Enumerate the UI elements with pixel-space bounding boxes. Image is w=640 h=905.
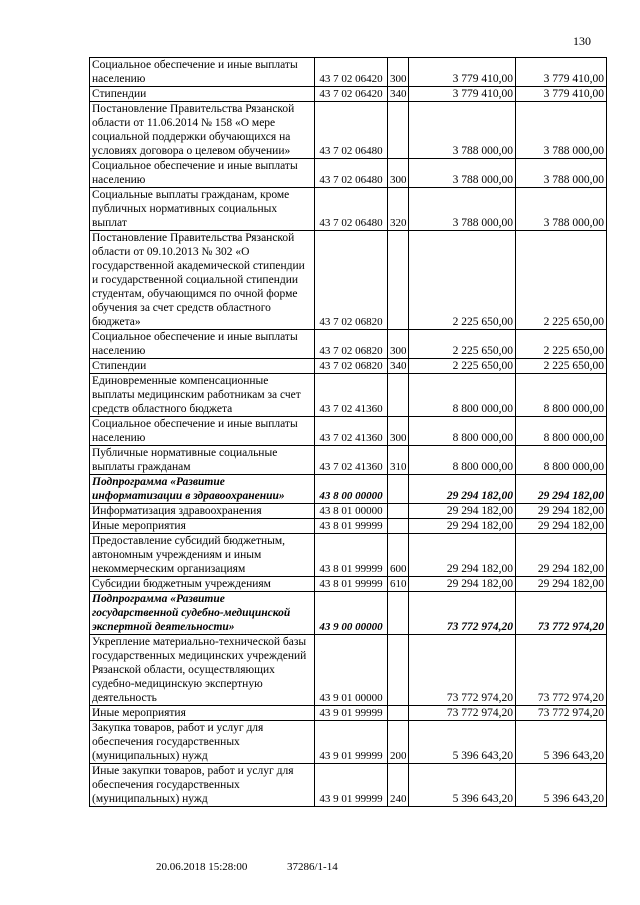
- table-row: [90, 706, 607, 721]
- row-amount-1: 29 294 182,00: [409, 504, 516, 519]
- row-expense-type: 300: [388, 58, 409, 87]
- row-amount-2: 29 294 182,00: [516, 534, 607, 577]
- row-amount-1: 3 788 000,00: [409, 102, 516, 159]
- row-amount-2: 3 788 000,00: [516, 102, 607, 159]
- row-code: 43 9 01 99999: [315, 764, 388, 807]
- row-code: 43 8 01 99999: [315, 534, 388, 577]
- subprogram-row: [90, 592, 607, 635]
- row-amount-1: 73 772 974,20: [409, 592, 516, 635]
- row-code: 43 7 02 41360: [315, 374, 388, 417]
- row-name: Информатизация здравоохранения: [90, 504, 315, 519]
- row-name: Публичные нормативные социальные выплаты гражданам: [90, 446, 315, 475]
- row-code: 43 7 02 06480: [315, 188, 388, 231]
- row-amount-2: 3 788 000,00: [516, 159, 607, 188]
- row-amount-2: 2 225 650,00: [516, 359, 607, 374]
- row-name: Укрепление материально-технической базы государственных медицинских учреждений Рязанской области, осуществляющих судебно-медицинскую экспертную деятельность: [90, 635, 315, 706]
- table-row: [90, 764, 607, 807]
- row-expense-type: 340: [388, 87, 409, 102]
- subprogram-row: [90, 475, 607, 504]
- row-expense-type: 600: [388, 534, 409, 577]
- row-amount-2: 5 396 643,20: [516, 721, 607, 764]
- table-row: [90, 87, 607, 102]
- row-amount-2: 8 800 000,00: [516, 417, 607, 446]
- row-expense-type: [388, 231, 409, 330]
- row-name: Социальные выплаты гражданам, кроме публичных нормативных социальных выплат: [90, 188, 315, 231]
- table-row: [90, 231, 607, 330]
- row-amount-1: 29 294 182,00: [409, 577, 516, 592]
- row-expense-type: 240: [388, 764, 409, 807]
- row-code: 43 8 01 00000: [315, 504, 388, 519]
- row-code: 43 8 00 00000: [315, 475, 388, 504]
- row-expense-type: [388, 504, 409, 519]
- row-amount-2: 73 772 974,20: [516, 592, 607, 635]
- row-name: Подпрограмма «Развитие информатизации в здравоохранении»: [90, 475, 315, 504]
- row-expense-type: [388, 102, 409, 159]
- row-expense-type: [388, 635, 409, 706]
- row-amount-2: 2 225 650,00: [516, 231, 607, 330]
- row-amount-1: 5 396 643,20: [409, 721, 516, 764]
- row-amount-2: 73 772 974,20: [516, 635, 607, 706]
- row-expense-type: [388, 374, 409, 417]
- row-name: Социальное обеспечение и иные выплаты населению: [90, 159, 315, 188]
- row-code: 43 7 02 06820: [315, 330, 388, 359]
- row-name: Закупка товаров, работ и услуг для обеспечения государственных (муниципальных) нужд: [90, 721, 315, 764]
- row-amount-2: 3 779 410,00: [516, 87, 607, 102]
- footer-doc-number: 37286/1-14: [287, 861, 338, 873]
- table-row: [90, 58, 607, 87]
- row-amount-1: 29 294 182,00: [409, 519, 516, 534]
- budget-table: [89, 57, 607, 807]
- row-amount-2: 3 779 410,00: [516, 58, 607, 87]
- table-row: [90, 577, 607, 592]
- footer-datetime: 20.06.2018 15:28:00: [156, 861, 248, 873]
- row-expense-type: 340: [388, 359, 409, 374]
- row-amount-1: 3 788 000,00: [409, 159, 516, 188]
- row-amount-2: 8 800 000,00: [516, 374, 607, 417]
- row-amount-2: 8 800 000,00: [516, 446, 607, 475]
- row-code: 43 8 01 99999: [315, 577, 388, 592]
- table-row: [90, 635, 607, 706]
- row-amount-2: 29 294 182,00: [516, 475, 607, 504]
- row-amount-1: 73 772 974,20: [409, 706, 516, 721]
- row-code: 43 7 02 06480: [315, 159, 388, 188]
- row-code: 43 9 01 00000: [315, 635, 388, 706]
- row-name: Предоставление субсидий бюджетным, автономным учреждениям и иным некоммерческим организациям: [90, 534, 315, 577]
- row-amount-1: 5 396 643,20: [409, 764, 516, 807]
- row-name: Стипендии: [90, 359, 315, 374]
- row-code: 43 7 02 06480: [315, 102, 388, 159]
- row-name: Иные мероприятия: [90, 706, 315, 721]
- table-row: [90, 330, 607, 359]
- row-amount-2: 73 772 974,20: [516, 706, 607, 721]
- row-name: Подпрограмма «Развитие государственной судебно-медицинской экспертной деятельности»: [90, 592, 315, 635]
- row-name: Единовременные компенсационные выплаты медицинским работникам за счет средств областного бюджета: [90, 374, 315, 417]
- row-amount-1: 3 788 000,00: [409, 188, 516, 231]
- row-expense-type: 320: [388, 188, 409, 231]
- row-code: 43 7 02 41360: [315, 417, 388, 446]
- row-name: Постановление Правительства Рязанской области от 11.06.2014 № 158 «О мере социальной поддержки обучающихся на условиях договора о целевом обучении»: [90, 102, 315, 159]
- row-amount-2: 5 396 643,20: [516, 764, 607, 807]
- row-amount-2: 3 788 000,00: [516, 188, 607, 231]
- row-expense-type: [388, 592, 409, 635]
- row-code: 43 9 01 99999: [315, 721, 388, 764]
- table-row: [90, 374, 607, 417]
- row-expense-type: 300: [388, 330, 409, 359]
- row-code: 43 8 01 99999: [315, 519, 388, 534]
- row-name: Постановление Правительства Рязанской области от 09.10.2013 № 302 «О государственной академической стипендии и государственной социальной стипендии студентам, обучающимся по очной форме обучения за счет средств областного бюджета»: [90, 231, 315, 330]
- row-expense-type: [388, 706, 409, 721]
- row-amount-1: 3 779 410,00: [409, 58, 516, 87]
- row-expense-type: 300: [388, 159, 409, 188]
- row-name: Иные закупки товаров, работ и услуг для обеспечения государственных (муниципальных) нужд: [90, 764, 315, 807]
- row-amount-1: 8 800 000,00: [409, 417, 516, 446]
- row-code: 43 9 00 00000: [315, 592, 388, 635]
- row-amount-1: 2 225 650,00: [409, 231, 516, 330]
- row-amount-1: 8 800 000,00: [409, 446, 516, 475]
- row-amount-2: 29 294 182,00: [516, 577, 607, 592]
- row-amount-1: 2 225 650,00: [409, 330, 516, 359]
- row-name: Стипендии: [90, 87, 315, 102]
- row-code: 43 7 02 06420: [315, 58, 388, 87]
- row-expense-type: 200: [388, 721, 409, 764]
- row-amount-1: 29 294 182,00: [409, 475, 516, 504]
- row-amount-2: 29 294 182,00: [516, 519, 607, 534]
- row-expense-type: 300: [388, 417, 409, 446]
- row-amount-1: 8 800 000,00: [409, 374, 516, 417]
- row-code: 43 7 02 06420: [315, 87, 388, 102]
- row-expense-type: 310: [388, 446, 409, 475]
- row-expense-type: [388, 475, 409, 504]
- row-name: Социальное обеспечение и иные выплаты населению: [90, 330, 315, 359]
- table-row: [90, 188, 607, 231]
- table-row: [90, 721, 607, 764]
- table-row: [90, 504, 607, 519]
- page-number: 130: [573, 34, 591, 48]
- row-expense-type: [388, 519, 409, 534]
- row-amount-2: 29 294 182,00: [516, 504, 607, 519]
- table-row: [90, 159, 607, 188]
- row-code: 43 7 02 41360: [315, 446, 388, 475]
- row-amount-1: 29 294 182,00: [409, 534, 516, 577]
- table-row: [90, 359, 607, 374]
- row-name: Социальное обеспечение и иные выплаты населению: [90, 58, 315, 87]
- row-expense-type: 610: [388, 577, 409, 592]
- row-amount-1: 2 225 650,00: [409, 359, 516, 374]
- row-amount-2: 2 225 650,00: [516, 330, 607, 359]
- row-code: 43 9 01 99999: [315, 706, 388, 721]
- row-name: Социальное обеспечение и иные выплаты населению: [90, 417, 315, 446]
- table-row: [90, 417, 607, 446]
- row-name: Иные мероприятия: [90, 519, 315, 534]
- row-name: Субсидии бюджетным учреждениям: [90, 577, 315, 592]
- row-code: 43 7 02 06820: [315, 359, 388, 374]
- table-row: [90, 102, 607, 159]
- row-amount-1: 3 779 410,00: [409, 87, 516, 102]
- table-row: [90, 534, 607, 577]
- row-code: 43 7 02 06820: [315, 231, 388, 330]
- table-row: [90, 519, 607, 534]
- row-amount-1: 73 772 974,20: [409, 635, 516, 706]
- table-row: [90, 446, 607, 475]
